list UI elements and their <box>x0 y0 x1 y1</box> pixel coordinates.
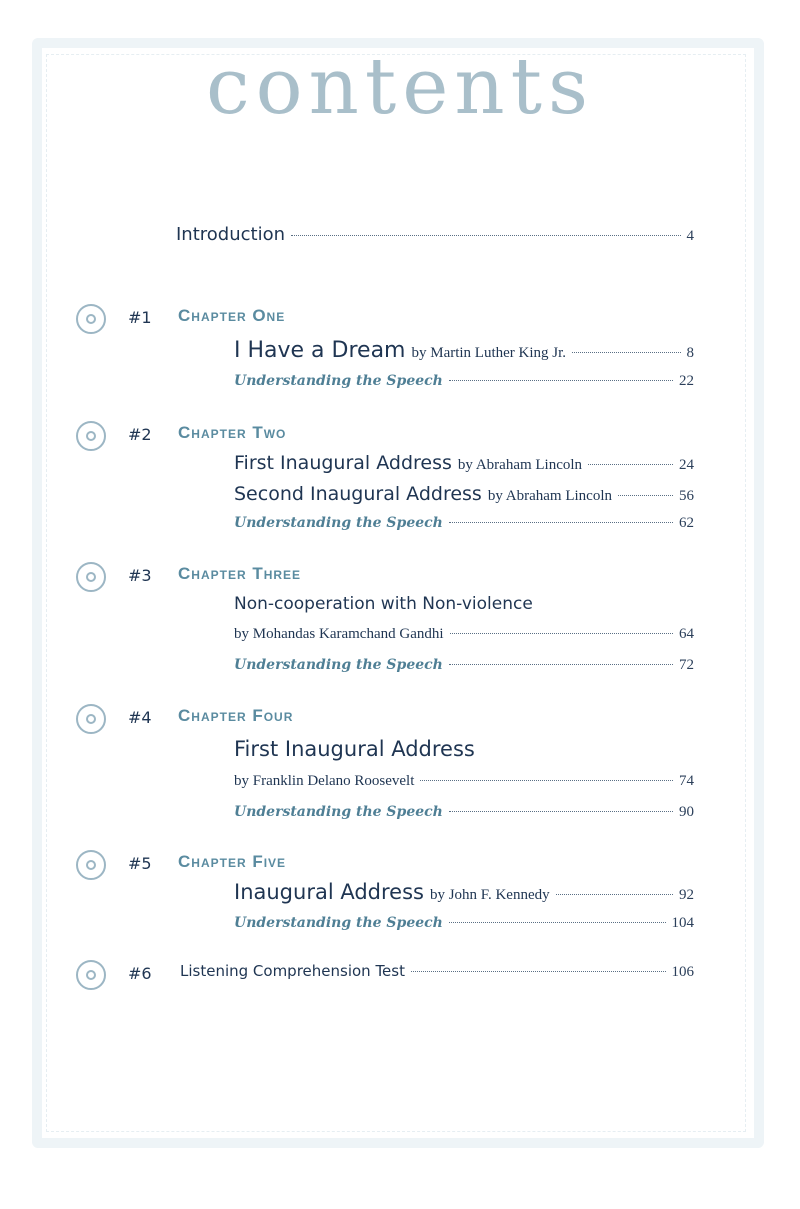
speech-author: by John F. Kennedy <box>429 887 550 903</box>
dot-leader <box>556 894 673 895</box>
dot-leader <box>449 522 673 523</box>
track-number: #3 <box>128 566 152 585</box>
page-title: contents <box>206 42 594 132</box>
track-number: #1 <box>128 308 152 327</box>
speech-title: First Inaugural Address <box>234 737 475 761</box>
toc-entry-title[interactable] <box>234 594 694 614</box>
dot-leader <box>449 811 673 812</box>
toc-listening-test[interactable] <box>180 962 694 981</box>
understanding-label: Understanding the Speech <box>234 373 443 389</box>
page-number: 62 <box>679 515 694 531</box>
page-number: 8 <box>686 345 694 361</box>
dot-leader <box>450 633 673 634</box>
speech-title: Non-cooperation with Non-violence <box>234 594 533 614</box>
toc-understanding[interactable] <box>234 373 694 390</box>
page-number: 4 <box>686 228 694 244</box>
page-number: 106 <box>671 964 694 980</box>
page-number: 72 <box>679 657 694 673</box>
toc-entry[interactable] <box>234 338 694 363</box>
page-number: 104 <box>671 915 694 931</box>
chapter-heading: Chapter Three <box>178 564 302 583</box>
dot-leader <box>420 780 673 781</box>
chapter-heading: Chapter Five <box>178 852 287 871</box>
dot-leader <box>449 380 673 381</box>
page-number: 24 <box>679 457 694 473</box>
speech-author: by Abraham Lincoln <box>457 457 583 473</box>
dot-leader <box>449 664 673 665</box>
speech-title: First Inaugural Address <box>234 452 452 474</box>
toc-understanding[interactable] <box>234 657 694 674</box>
speech-title: Second Inaugural Address <box>234 483 482 505</box>
cd-icon <box>76 304 106 334</box>
page-number: 90 <box>679 804 694 820</box>
cd-icon <box>76 960 106 990</box>
dot-leader <box>449 922 666 923</box>
speech-title: Inaugural Address <box>234 880 424 904</box>
understanding-label: Understanding the Speech <box>234 915 443 931</box>
dot-leader <box>618 495 673 496</box>
speech-author: by Martin Luther King Jr. <box>411 345 567 361</box>
toc-entry[interactable] <box>234 880 694 904</box>
track-number: #2 <box>128 425 152 444</box>
cd-icon <box>76 850 106 880</box>
toc-understanding[interactable] <box>234 804 694 821</box>
toc-entry-author[interactable] <box>234 773 694 790</box>
speech-author: by Mohandas Karamchand Gandhi <box>234 626 444 642</box>
toc-entry-title[interactable] <box>234 737 694 761</box>
toc-introduction[interactable] <box>176 224 694 245</box>
understanding-label: Understanding the Speech <box>234 804 443 820</box>
understanding-label: Understanding the Speech <box>234 515 443 531</box>
page-number: 74 <box>679 773 694 789</box>
chapter-heading: Chapter Four <box>178 706 294 725</box>
understanding-label: Understanding the Speech <box>234 657 443 673</box>
page-number: 64 <box>679 626 694 642</box>
chapter-heading: Chapter Two <box>178 423 287 442</box>
track-number: #5 <box>128 854 152 873</box>
track-number: #4 <box>128 708 152 727</box>
toc-entry[interactable] <box>234 452 694 474</box>
cd-icon <box>76 562 106 592</box>
dot-leader <box>291 235 680 236</box>
chapter-heading: Chapter One <box>178 306 286 325</box>
toc-entry-author[interactable] <box>234 626 694 643</box>
cd-icon <box>76 421 106 451</box>
dot-leader <box>572 352 680 353</box>
toc-understanding[interactable] <box>234 515 694 532</box>
toc-entry[interactable] <box>234 483 694 505</box>
page-number: 92 <box>679 887 694 903</box>
dot-leader <box>588 464 673 465</box>
toc-understanding[interactable] <box>234 915 694 932</box>
dot-leader <box>411 971 666 972</box>
introduction-label: Introduction <box>176 224 286 245</box>
speech-title: I Have a Dream <box>234 338 406 363</box>
speech-author: by Abraham Lincoln <box>487 488 612 504</box>
track-number: #6 <box>128 964 152 983</box>
speech-author: by Franklin Delano Roosevelt <box>234 773 415 789</box>
cd-icon <box>76 704 106 734</box>
page-number: 22 <box>679 373 694 389</box>
page-number: 56 <box>679 488 694 504</box>
listening-test-label: Listening Comprehension Test <box>180 962 405 980</box>
